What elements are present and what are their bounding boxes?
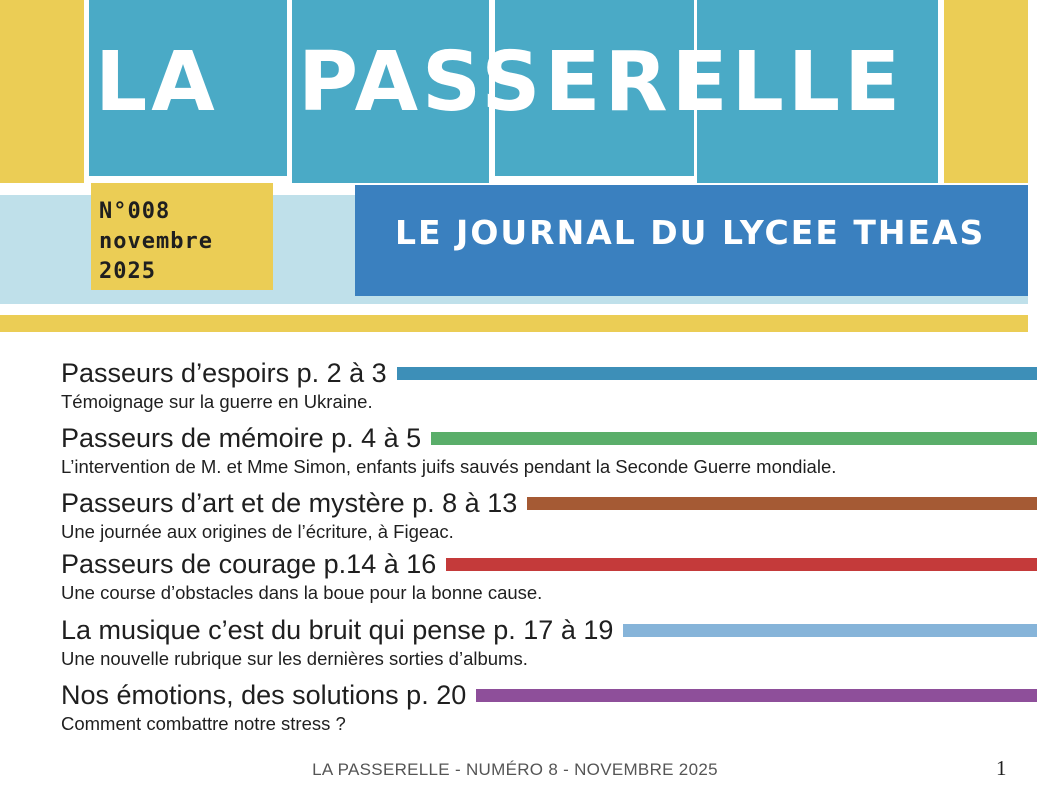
page-number: 1 bbox=[996, 756, 1007, 780]
toc-title[interactable]: Nos émotions, des solutions p. 20 bbox=[61, 679, 467, 710]
toc-title[interactable]: Passeurs d’espoirs p. 2 à 3 bbox=[61, 357, 387, 388]
toc-item[interactable] bbox=[61, 485, 1037, 543]
issue-number: N°008 bbox=[99, 199, 171, 224]
toc-item[interactable] bbox=[61, 546, 1037, 604]
yellow-block-left bbox=[0, 0, 84, 183]
toc-description: Une course d’obstacles dans la boue pour la bonne cause. bbox=[61, 582, 543, 603]
toc-description: Témoignage sur la guerre en Ukraine. bbox=[61, 391, 373, 412]
yellow-stripe bbox=[0, 315, 1028, 332]
issue-month: novembre bbox=[99, 229, 213, 254]
toc-description: Une nouvelle rubrique sur les dernières sorties d’albums. bbox=[61, 648, 528, 669]
toc-title[interactable]: Passeurs d’art et de mystère p. 8 à 13 bbox=[61, 487, 518, 518]
toc-description: Une journée aux origines de l’écriture, à Figeac. bbox=[61, 521, 454, 542]
toc-color-bar bbox=[397, 367, 1037, 380]
toc-item[interactable] bbox=[61, 420, 1037, 478]
toc-title[interactable]: Passeurs de mémoire p. 4 à 5 bbox=[61, 422, 422, 453]
toc-description: L’intervention de M. et Mme Simon, enfants juifs sauvés pendant la Seconde Guerre mondiale. bbox=[61, 456, 837, 477]
issue-year: 2025 bbox=[99, 259, 156, 284]
toc-color-bar bbox=[431, 432, 1037, 445]
toc-color-bar bbox=[446, 558, 1037, 571]
masthead-title-passerelle: PASSERELLE bbox=[298, 35, 905, 130]
toc-title[interactable]: Passeurs de courage p.14 à 16 bbox=[61, 548, 437, 579]
toc-title[interactable]: La musique c’est du bruit qui pense p. 17 à 19 bbox=[61, 614, 614, 645]
subtitle-band bbox=[355, 185, 1028, 296]
toc-color-bar bbox=[476, 689, 1037, 702]
masthead-title-la: LA bbox=[95, 35, 219, 130]
issue-box bbox=[91, 183, 273, 290]
toc-description: Comment combattre notre stress ? bbox=[61, 713, 346, 734]
toc-item[interactable] bbox=[61, 612, 1037, 670]
journal-subtitle: LE JOURNAL DU LYCEE THEAS bbox=[395, 213, 986, 252]
page-footer: LA PASSERELLE - NUMÉRO 8 - NOVEMBRE 2025 bbox=[312, 760, 718, 779]
toc-color-bar bbox=[623, 624, 1037, 637]
toc-color-bar bbox=[527, 497, 1037, 510]
toc-item[interactable] bbox=[61, 355, 1037, 413]
yellow-block-right bbox=[944, 0, 1028, 183]
toc-item[interactable] bbox=[61, 677, 1037, 735]
